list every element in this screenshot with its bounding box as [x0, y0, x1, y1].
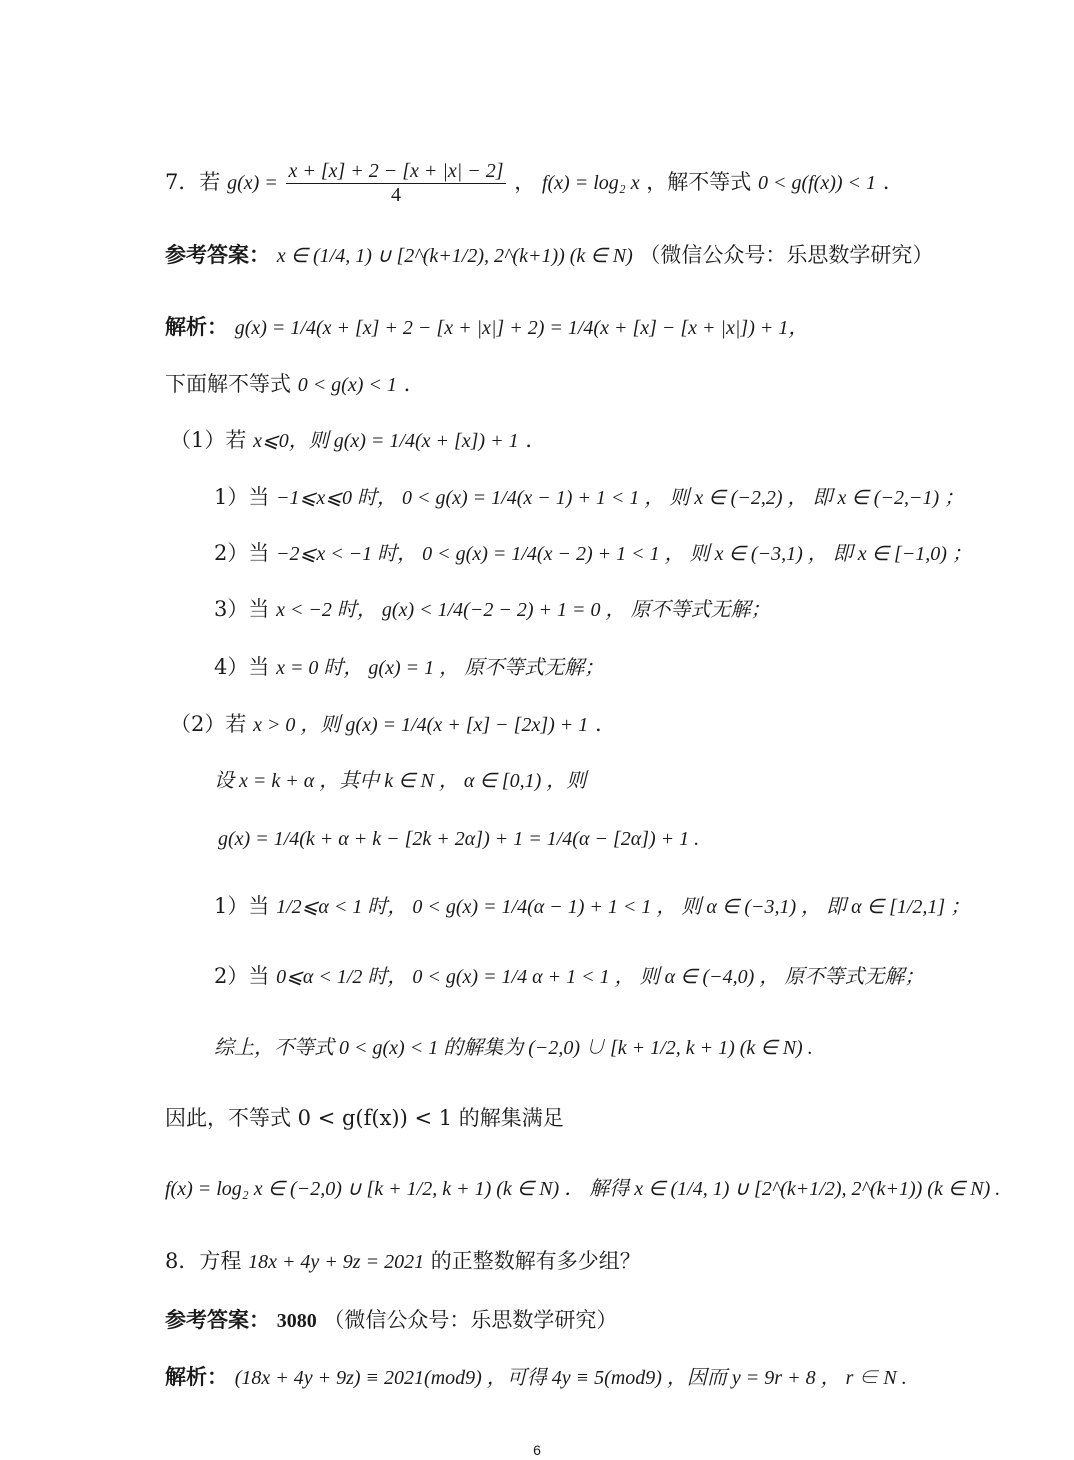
solution-label: 解析：	[165, 314, 228, 339]
f-definition: f(x) = log₂ x	[541, 172, 640, 194]
problem-8-equation: 18x + 4y + 9z = 2021	[248, 1251, 425, 1273]
answer-7-expression: x ∈ (1/4, 1) ∪ [2^(k+1/2), 2^(k+1)) (k ∈ N)	[276, 245, 633, 267]
problem-8-statement: 8．方程 18x + 4y + 9z = 2021 的正整数解有多少组？	[165, 1249, 641, 1273]
final-solution: f(x) = log₂ x ∈ (−2,0) ∪ [k + 1/2, k + 1) (k ∈ N) ． 解得 x ∈ (1/4, 1) ∪ [2^(k+1/2), 2^(k+1)) (k ∈ N) .	[165, 1178, 1001, 1200]
case-1-sub-1: 1）当 −1⩽x⩽0 时， 0 < g(x) = 1/4(x − 1) + 1 < 1 ， 则 x ∈ (−2,2) ， 即 x ∈ (−2,−1) ；	[214, 485, 965, 509]
answer-label: 参考答案：	[165, 242, 270, 267]
answer-8-value: 3080	[276, 1310, 317, 1332]
solution-8-expression: (18x + 4y + 9z) ≡ 2021(mod9) ，可得 4y ≡ 5(mod9) ，因而 y = 9r + 8 ， r ∈ N .	[234, 1367, 907, 1389]
case-2-sub-2: 2）当 0⩽α < 1/2 时， 0 < g(x) = 1/4 α + 1 < 1 ， 则 α ∈ (−4,0) ， 原不等式无解；	[214, 964, 925, 988]
case-1-sub-3: 3）当 x < −2 时， g(x) < 1/4(−2 − 2) + 1 = 0 ， 原不等式无解；	[214, 597, 771, 621]
answer-8	[165, 1309, 617, 1331]
problem-7-label: 7．若	[165, 170, 221, 194]
problem-7-inequality: 0 < g(f(x)) < 1	[757, 172, 877, 194]
solution-7-expression: g(x) = 1/4(x + [x] + 2 − [x + |x|] + 2) = 1/4(x + [x] − [x + |x|]) + 1，	[234, 317, 809, 339]
g-definition-fraction: $\frac{x + [x] + 2 - [x + |x| - 2]}{4}$	[288, 160, 504, 206]
solution-label: 解析：	[165, 1364, 228, 1389]
substitution: 设 x = k + α ，其中 k ∈ N ， α ∈ [0,1) ，则	[214, 770, 587, 792]
answer-label: 参考答案：	[165, 1307, 270, 1332]
source-note: （微信公众号：乐思数学研究）	[323, 1308, 618, 1332]
summary: 综上，不等式 0 < g(x) < 1 的解集为 (−2,0) ∪ [k + 1/2, k + 1) (k ∈ N) .	[214, 1037, 813, 1059]
problem-7-statement: 7．若 g(x) = $\frac{x + [x] + 2 - [x + |x| - 2]}{4}$ ， f(x) = log₂ x ，解不等式 0 < g(f(x)) < 1 .	[165, 160, 890, 206]
solution-7	[165, 316, 808, 338]
case-1-sub-2: 2）当 −2⩽x < −1 时， 0 < g(x) = 1/4(x − 2) + 1 < 1 ， 则 x ∈ (−3,1) ， 即 x ∈ [−1,0) ；	[214, 541, 972, 565]
solution-8	[165, 1366, 907, 1388]
source-note: （微信公众号：乐思数学研究）	[639, 243, 934, 267]
case-1-sub-4: 4）当 x = 0 时， g(x) = 1 ， 原不等式无解；	[214, 655, 605, 679]
g-rewritten: g(x) = 1/4(k + α + k − [2k + 2α]) + 1 = 1/4(α − [2α]) + 1 .	[218, 828, 700, 850]
case-1: （1）若 x⩽0，则 g(x) = 1/4(x + [x]) + 1 .	[170, 428, 532, 452]
conclusion: 因此，不等式 0 < g(f(x)) < 1 的解集满足	[165, 1106, 564, 1130]
page-number: 6	[533, 1442, 541, 1458]
g-definition-lhs: g(x) =	[227, 172, 278, 194]
case-2-sub-1: 1）当 1/2⩽α < 1 时， 0 < g(x) = 1/4(α − 1) + 1 < 1 ， 则 α ∈ (−3,1) ， 即 α ∈ [1/2,1] ；	[214, 894, 971, 918]
solve-line: 下面解不等式 0 < g(x) < 1 .	[165, 372, 411, 396]
case-2: （2）若 x > 0 ，则 g(x) = 1/4(x + [x] − [2x]) + 1 .	[170, 712, 602, 736]
problem-8-label: 8．方程	[165, 1249, 242, 1273]
answer-7	[165, 244, 933, 266]
